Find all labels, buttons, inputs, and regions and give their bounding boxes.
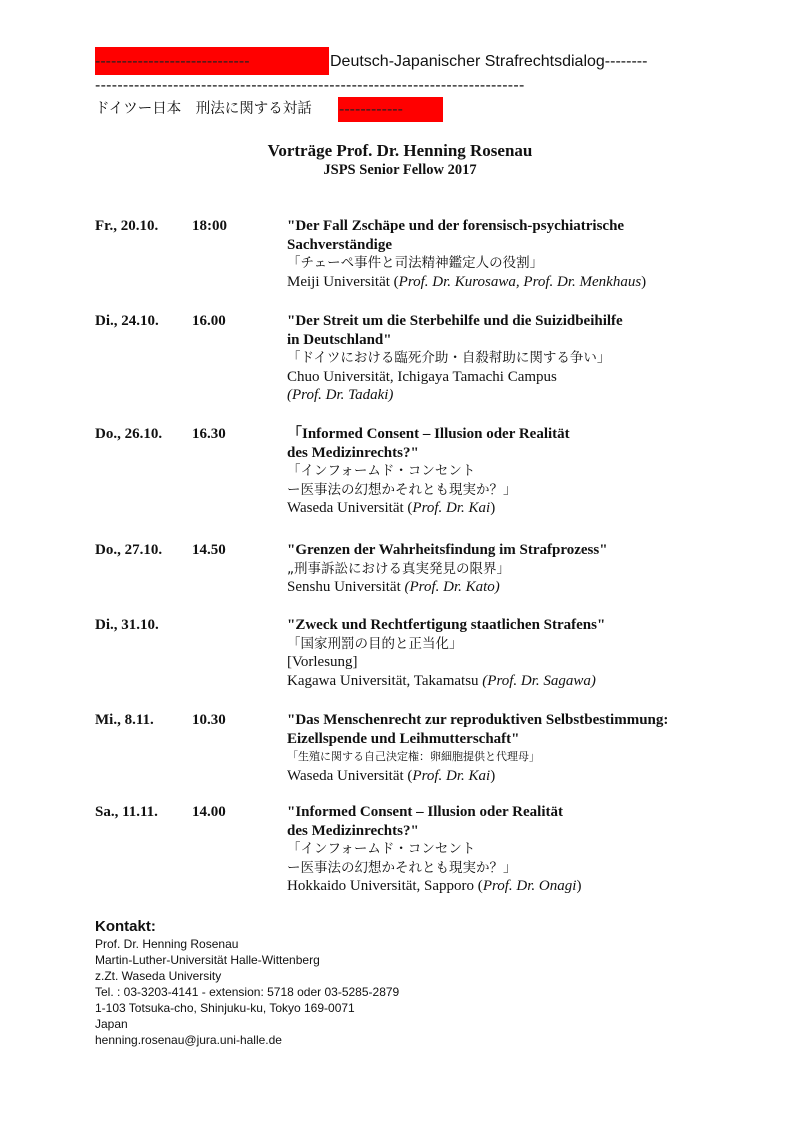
lecture-time: 16.30: [192, 426, 226, 442]
page-subtitle: JSPS Senior Fellow 2017: [323, 162, 477, 178]
contact-line: henning.rosenau@jura.uni-halle.de: [95, 1033, 282, 1047]
lecture-venue: [287, 877, 767, 896]
venue-name: Kagawa Universität, Takamatsu: [287, 672, 483, 689]
lecture-title-jp-line: 「生殖に関する自己決定権：卵細胞提供と代理母」: [287, 750, 540, 763]
venue-hosts: Prof. Dr. Onagi: [482, 878, 577, 894]
venue-name: Waseda Universität (: [287, 767, 413, 784]
lecture-details: [287, 803, 767, 896]
contact-block: [95, 918, 399, 1048]
lecture-hosts-line: [287, 386, 767, 405]
lecture-title-jp-line: 「国家刑罰の目的と正当化」: [287, 635, 463, 652]
lecture-title-jp-line: 「チェーペ事件と司法精神鑑定人の役割」: [287, 255, 544, 271]
lecture-venue: [287, 672, 767, 691]
venue-end: ): [576, 878, 582, 894]
lecture-title-line: "Das Menschenrecht zur reproduktiven Selbstbestimmung:: [287, 712, 669, 728]
venue-name: Hokkaido Universität, Sapporo (: [287, 878, 483, 894]
lecture-title-jp-line: ー医事法の幻想かそれとも現実か？」: [287, 859, 517, 876]
lecture-title-line: "Der Streit um die Sterbehilfe und die Suizidbeihilfe: [287, 313, 623, 329]
lecture-date: Di., 31.10.: [95, 617, 159, 633]
header-dash-prefix: -----------------------------: [95, 53, 250, 70]
lecture-date: Sa., 11.11.: [95, 804, 158, 820]
venue-end: ): [490, 767, 496, 784]
lecture-details: [287, 616, 767, 690]
lecture-title-line: des Medizinrechts?": [287, 444, 419, 461]
venue-hosts: Prof. Dr. Kurosawa, Prof. Dr. Menkhaus: [398, 273, 642, 290]
lecture-venue: [287, 578, 767, 597]
lecture-venue: [287, 499, 767, 518]
lecture-venue: [287, 368, 767, 387]
contact-lines: [95, 936, 399, 1048]
header-dash-suffix: ------------: [339, 101, 403, 118]
lecture-date: Di., 24.10.: [95, 313, 159, 329]
lecture-type: [Vorlesung]: [287, 654, 358, 670]
venue-end: ): [641, 273, 647, 290]
lecture-details: [287, 541, 767, 597]
contact-line: Japan: [95, 1017, 128, 1031]
header-divider: -----------------------------------------------------------------------------: [95, 77, 525, 94]
venue-name: Senshu Universität: [287, 579, 405, 595]
venue-hosts: Prof. Dr. Kai: [412, 767, 491, 784]
lecture-title-line: des Medizinrechts?": [287, 822, 419, 839]
lecture-details: [287, 312, 767, 405]
contact-line: 1-103 Totsuka-cho, Shinjuku-ku, Tokyo 169-0071: [95, 1001, 355, 1015]
contact-line: Martin-Luther-Universität Halle-Wittenberg: [95, 953, 320, 967]
lecture-title-line: "Informed Consent – Illusion oder Realität: [287, 804, 563, 820]
lecture-title-line: 「Informed Consent – Illusion oder Realität: [287, 426, 570, 442]
lecture-venue: [287, 767, 767, 786]
lecture-time: 16.00: [192, 313, 226, 329]
lecture-title-jp-line: 「インフォームド・コンセント: [287, 463, 476, 479]
lecture-title-line: "Grenzen der Wahrheitsfindung im Strafprozess": [287, 542, 608, 558]
venue-hosts: (Prof. Dr. Sagawa): [482, 672, 596, 689]
header-title-jp: ドイツー日本 刑法に関する対話: [95, 101, 312, 117]
venue-name: Waseda Universität (: [287, 500, 413, 516]
lecture-title-line: Eizellspende und Leihmutterschaft": [287, 730, 520, 747]
venue-name: Chuo Universität, Ichigaya Tamachi Campus: [287, 368, 557, 385]
lecture-title-jp-line: 「ドイツにおける臨死介助・自殺幇助に関する争い」: [287, 350, 611, 366]
lecture-time: 18:00: [192, 218, 227, 234]
lecture-time: 14.50: [192, 542, 226, 558]
lecture-date: Do., 26.10.: [95, 426, 163, 442]
venue-hosts: (Prof. Dr. Kato): [404, 579, 500, 595]
lecture-venue: [287, 273, 767, 292]
contact-line: Tel. : 03-3203-4141 - extension: 5718 oder 03-5285-2879: [95, 985, 400, 999]
lecture-title-line: "Zweck und Rechtfertigung staatlichen Strafens": [287, 617, 606, 633]
lecture-details: [287, 425, 767, 518]
lecture-details: [287, 711, 767, 785]
contact-heading: Kontakt:: [95, 918, 156, 935]
lecture-details: [287, 217, 767, 291]
contact-line: z.Zt. Waseda University: [95, 969, 222, 983]
venue-hosts: Prof. Dr. Kai: [412, 500, 491, 516]
lecture-date: Mi., 8.11.: [95, 712, 154, 728]
lecture-date: Fr., 20.10.: [95, 218, 159, 234]
header-title-de: Deutsch-Japanischer Strafrechtsdialog--------: [330, 53, 648, 70]
contact-line: Prof. Dr. Henning Rosenau: [95, 937, 239, 951]
page-title: Vorträge Prof. Dr. Henning Rosenau: [267, 141, 533, 160]
venue-hosts: (Prof. Dr. Tadaki): [287, 387, 394, 403]
lecture-title-line: in Deutschland": [287, 331, 392, 348]
venue-end: ): [490, 500, 496, 516]
lecture-title-line: "Der Fall Zschäpe und der forensisch-psychiatrische: [287, 218, 625, 234]
lecture-title-jp-line: ー医事法の幻想かそれとも現実か？」: [287, 481, 517, 498]
lecture-time: 10.30: [192, 712, 226, 728]
venue-name: Meiji Universität (: [287, 273, 399, 290]
lecture-title-jp-line: 「インフォームド・コンセント: [287, 841, 476, 857]
lecture-time: 14.00: [192, 804, 226, 820]
lecture-date: Do., 27.10.: [95, 542, 163, 558]
lecture-title-line: Sachverständige: [287, 236, 392, 253]
lecture-title-jp-line: „刑事訴訟における真実発見の限界」: [287, 560, 510, 577]
